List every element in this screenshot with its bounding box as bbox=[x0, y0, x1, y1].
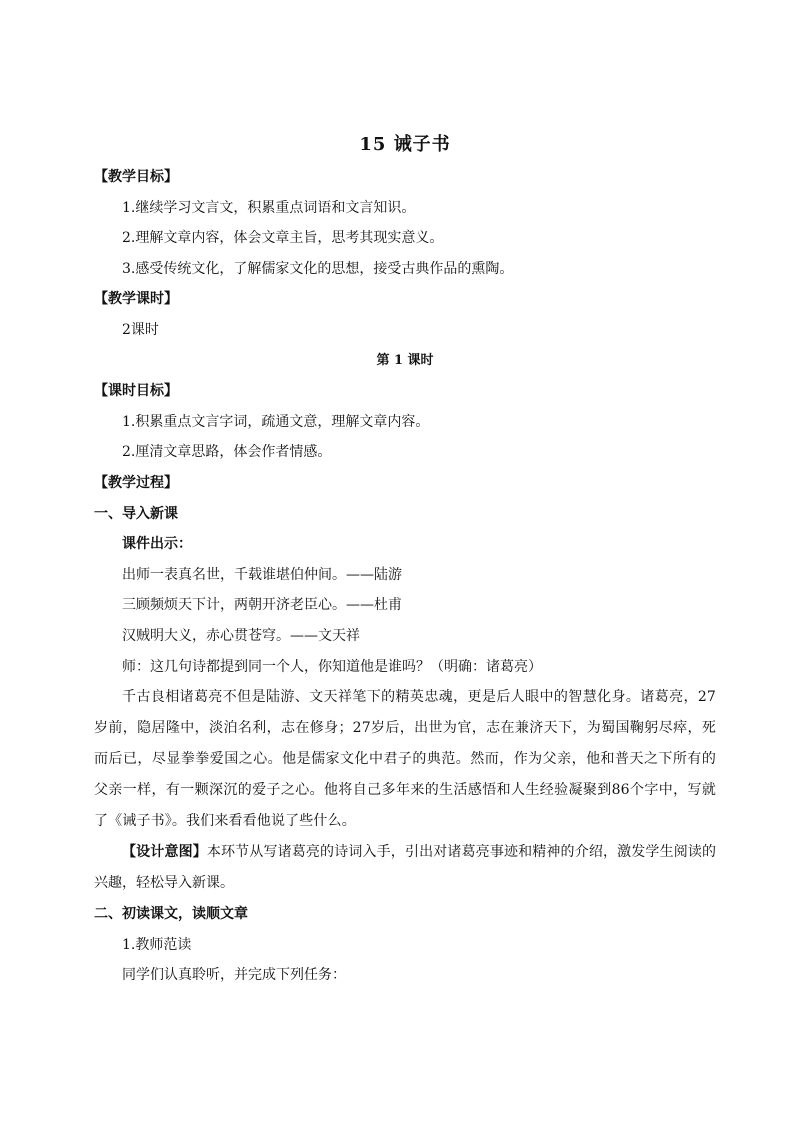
lesson-goals-heading: 【课时目标】 bbox=[94, 383, 178, 400]
design-intent-label: 【设计意图】 bbox=[122, 844, 207, 861]
teaching-goal-item: 2.理解文章内容，体会文章主旨，思考其现实意义。 bbox=[122, 230, 444, 247]
intro-paragraph: 千古良相诸葛亮不但是陆游、文天祥笔下的精英忠魂，更是后人眼中的智慧化身。诸葛亮，27岁前，隐居隆中，淡泊名利，志在修身；27岁后，出世为官，志在兼济天下，为蜀国鞠躬尽瘁，死而后已，尽显拳拳爱国之心。他是儒家文化中君子的典范。然而，作为父亲，他和普天之下所有的父亲一样，有一颗深沉的爱子之心。他将自己多年来的生活感悟和人生经验凝聚到86个字中，写就了《诫子书》。我们来看看他说了些什么。 bbox=[94, 689, 716, 830]
lesson-1-title: 第 1 课时 bbox=[376, 352, 434, 368]
lesson-goal-item: 1.积累重点文言字词，疏通文意，理解文章内容。 bbox=[122, 413, 430, 430]
document-title: 15 诫子书 bbox=[359, 134, 451, 155]
teaching-process-heading: 【教学过程】 bbox=[94, 474, 178, 491]
step-1-text: 同学们认真聆听，并完成下列任务： bbox=[122, 967, 346, 984]
document-content bbox=[94, 128, 716, 991]
teaching-goals-heading: 【教学目标】 bbox=[94, 169, 178, 185]
poem-line: 出师一表真名世，千载谁堪伯仲间。——陆游 bbox=[122, 566, 402, 583]
design-intent-text: 本环节从写诸葛亮的诗词入手，引出对诸葛亮事迹和精神的介绍，激发学生阅读的兴趣，轻松导入新课。 bbox=[94, 844, 717, 892]
section-2-heading: 二、初读课文，读顺文章 bbox=[94, 906, 248, 923]
teaching-hours-value: 2课时 bbox=[122, 321, 159, 338]
teacher-question: 师：这几句诗都提到同一个人，你知道他是谁吗？（明确：诸葛亮） bbox=[122, 658, 542, 675]
teaching-hours-heading: 【教学课时】 bbox=[94, 291, 178, 308]
teaching-goal-item: 1.继续学习文言文，积累重点词语和文言知识。 bbox=[122, 199, 416, 216]
lesson-goal-item: 2.厘清文章思路，体会作者情感。 bbox=[122, 444, 332, 461]
courseware-label: 课件出示： bbox=[122, 536, 192, 553]
poem-line: 三顾频烦天下计，两朝开济老臣心。——杜甫 bbox=[122, 597, 402, 614]
design-intent-paragraph bbox=[94, 837, 716, 899]
section-1-heading: 一、导入新课 bbox=[94, 505, 178, 522]
poem-line: 汉贼明大义，赤心贯苍穹。——文天祥 bbox=[122, 627, 360, 644]
teaching-goal-item: 3.感受传统文化，了解儒家文化的思想，接受古典作品的熏陶。 bbox=[122, 260, 514, 277]
step-1-label: 1.教师范读 bbox=[122, 936, 192, 953]
